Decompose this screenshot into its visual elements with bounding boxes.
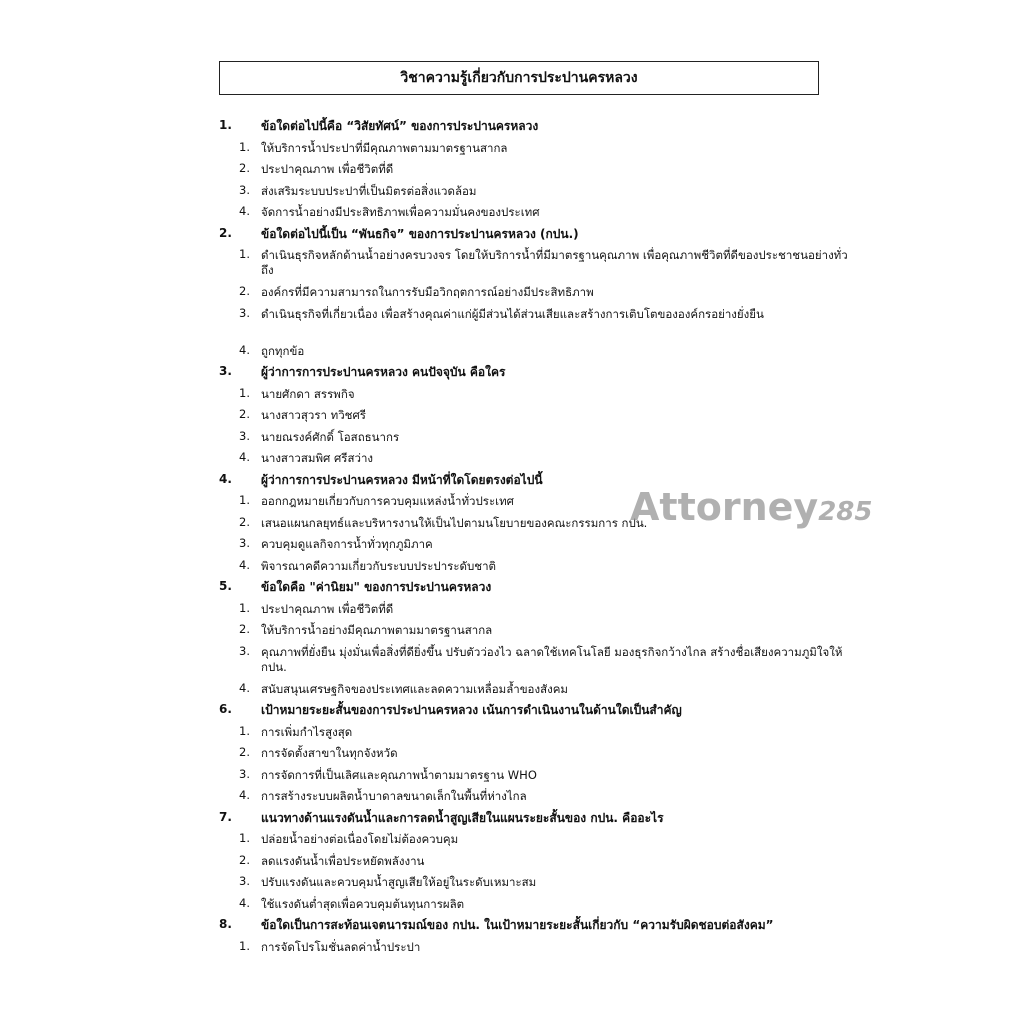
answer-option <box>219 140 859 162</box>
answer-option <box>219 247 859 284</box>
answer-option <box>219 450 859 472</box>
answer-option <box>219 622 859 644</box>
option-number: 1. <box>239 938 250 953</box>
option-text: ลดแรงดันน้ำเพื่อประหยัดพลังงาน <box>261 853 425 868</box>
watermark-main: Attorney <box>630 485 819 529</box>
option-text: ให้บริการน้ำประปาที่มีคุณภาพตามมาตรฐานสากล <box>261 140 508 155</box>
watermark <box>630 485 872 529</box>
answer-option <box>219 183 859 205</box>
question-item <box>219 364 859 472</box>
option-text: ดำเนินธุรกิจหลักด้านน้ำอย่างครบวงจร โดยให้บริการน้ำที่มีมาตรฐานคุณภาพ เพื่อคุณภาพชีวิตที่ดีของประชาชนอย่างทั่วถึง <box>261 248 848 277</box>
option-text: คุณภาพที่ยั่งยืน มุ่งมั่นเพื่อสิ่งที่ดียิ่งขึ้น ปรับตัวว่องไว ฉลาดใช้เทคโนโลยี มองธุรกิจกว้างไกล สร้างชื่อเสียงความภูมิใจให้ กปน. <box>261 644 843 674</box>
answer-option <box>219 306 859 343</box>
question-text: เป้าหมายระยะสั้นของการประปานครหลวง เน้นการดำเนินงานในด้านใดเป็นสำคัญ <box>261 703 682 717</box>
question-text: ข้อใดเป็นการสะท้อนเจตนารมณ์ของ กปน. ในเป้าหมายระยะสั้นเกี่ยวกับ “ความรับผิดชอบต่อสังคม” <box>261 918 774 932</box>
question-text: ข้อใดต่อไปนี้เป็น “พันธกิจ” ของการประปานครหลวง (กปน.) <box>261 226 579 241</box>
answer-option <box>219 284 859 306</box>
option-text: ปรับแรงดันและควบคุมน้ำสูญเสียให้อยู่ในระดับเหมาะสม <box>261 875 537 889</box>
question-item <box>219 702 859 810</box>
option-text: นายณรงค์ศักดิ์ โอสถธนากร <box>261 429 400 444</box>
option-text: ปล่อยน้ำอย่างต่อเนื่องโดยไม่ต้องควบคุม <box>261 832 459 846</box>
option-text: ใช้แรงดันต่ำสุดเพื่อควบคุมต้นทุนการผลิต <box>261 896 465 911</box>
answer-option <box>219 939 859 961</box>
question-item <box>219 226 859 365</box>
option-number: 4. <box>239 204 250 218</box>
question-item <box>219 579 859 702</box>
option-number: 3. <box>239 428 250 443</box>
option-number: 2. <box>239 852 250 867</box>
answer-option <box>219 681 859 703</box>
option-number: 3. <box>239 766 250 781</box>
question-item <box>219 917 859 960</box>
option-text: จัดการน้ำอย่างมีประสิทธิภาพเพื่อความมั่นคงของประเทศ <box>261 205 540 219</box>
option-number: 3. <box>239 874 250 888</box>
question-text: ข้อใดคือ "ค่านิยม" ของการประปานครหลวง <box>261 580 492 594</box>
option-number: 1. <box>239 139 250 154</box>
option-number: 2. <box>239 284 250 298</box>
option-text: ให้บริการน้ำอย่างมีคุณภาพตามมาตรฐานสากล <box>261 623 493 637</box>
option-text: นางสาวสมพิศ ศรีสว่าง <box>261 451 374 465</box>
question-number: 4. <box>219 471 232 486</box>
option-number: 1. <box>239 385 250 400</box>
option-number: 1. <box>239 831 250 845</box>
question-list <box>219 118 859 960</box>
option-number: 1. <box>239 493 250 507</box>
option-number: 1. <box>239 247 250 261</box>
option-text: องค์กรที่มีความสามารถในการรับมือวิกฤตการณ์อย่างมีประสิทธิภาพ <box>261 285 594 299</box>
option-text: เสนอแผนกลยุทธ์และบริหารงานให้เป็นไปตามนโยบายของคณะกรรมการ กปน. <box>261 515 648 530</box>
option-number: 4. <box>239 895 250 910</box>
answer-option <box>219 343 859 365</box>
option-number: 1. <box>239 600 250 615</box>
question-text: แนวทางด้านแรงดันน้ำและการลดน้ำสูญเสียในแผนระยะสั้นของ กปน. คืออะไร <box>261 810 664 825</box>
question-number: 7. <box>219 809 232 824</box>
document-title <box>219 61 819 95</box>
answer-option <box>219 161 859 183</box>
option-number: 3. <box>239 182 250 197</box>
answer-option <box>219 536 859 558</box>
option-number: 3. <box>239 643 250 658</box>
question-row <box>219 118 859 140</box>
option-number: 2. <box>239 514 250 529</box>
answer-option <box>219 831 859 853</box>
question-row <box>219 579 859 601</box>
option-text: การจัดการที่เป็นเลิศและคุณภาพน้ำตามมาตรฐาน WHO <box>261 767 537 782</box>
option-text: ประปาคุณภาพ เพื่อชีวิตที่ดี <box>261 162 394 176</box>
option-text: นายศักดา สรรพกิจ <box>261 386 355 401</box>
option-text: สนับสนุนเศรษฐกิจของประเทศและลดความเหลื่อมล้ำของสังคม <box>261 681 568 696</box>
question-text: ข้อใดต่อไปนี้คือ “วิสัยทัศน์” ของการประปานครหลวง <box>261 119 539 133</box>
watermark-sub: 285 <box>818 497 873 527</box>
option-text: พิจารณาคดีความเกี่ยวกับระบบประปาระดับชาติ <box>261 558 496 573</box>
question-item <box>219 118 859 226</box>
answer-option <box>219 896 859 918</box>
answer-option <box>219 767 859 789</box>
answer-option <box>219 407 859 429</box>
answer-option <box>219 429 859 451</box>
option-text: การเพิ่มกำไรสูงสุด <box>261 724 353 739</box>
answer-option <box>219 788 859 810</box>
question-item <box>219 810 859 918</box>
question-text: ผู้ว่าการการประปานครหลวง มีหน้าที่ใดโดยตรงต่อไปนี้ <box>261 472 543 487</box>
question-text: ผู้ว่าการการประปานครหลวง คนปัจจุบัน คือใคร <box>261 365 506 379</box>
question-row <box>219 226 859 248</box>
question-row <box>219 702 859 724</box>
question-row <box>219 917 859 939</box>
answer-option <box>219 601 859 623</box>
option-number: 4. <box>239 680 250 695</box>
option-number: 2. <box>239 161 250 175</box>
option-number: 1. <box>239 723 250 738</box>
option-text: การจัดตั้งสาขาในทุกจังหวัด <box>261 746 398 760</box>
question-number: 5. <box>219 579 232 593</box>
answer-option <box>219 874 859 896</box>
question-row <box>219 364 859 386</box>
question-number: 2. <box>219 225 232 240</box>
question-number: 8. <box>219 917 232 931</box>
title-text: วิชาความรู้เกี่ยวกับการประปานครหลวง <box>400 70 638 86</box>
question-number: 3. <box>219 364 232 378</box>
answer-option <box>219 853 859 875</box>
option-number: 2. <box>239 407 250 421</box>
answer-option <box>219 745 859 767</box>
option-text: ส่งเสริมระบบประปาที่เป็นมิตรต่อสิ่งแวดล้อม <box>261 183 477 198</box>
option-text: ประปาคุณภาพ เพื่อชีวิตที่ดี <box>261 601 394 616</box>
option-text: ออกกฎหมายเกี่ยวกับการควบคุมแหล่งน้ำทั่วประเทศ <box>261 494 514 508</box>
question-number: 1. <box>219 118 232 132</box>
option-number: 4. <box>239 557 250 572</box>
question-number: 6. <box>219 702 232 716</box>
answer-option <box>219 558 859 580</box>
option-number: 2. <box>239 622 250 636</box>
option-text: ดำเนินธุรกิจที่เกี่ยวเนื่อง เพื่อสร้างคุณค่าแก่ผู้มีส่วนได้ส่วนเสียและสร้างการเติบโตขององค์กรอย่างยั่งยืน <box>261 306 764 321</box>
option-text: การจัดโปรโมชั่นลดค่าน้ำประปา <box>261 939 421 954</box>
option-number: 3. <box>239 536 250 550</box>
option-text: ถูกทุกข้อ <box>261 343 305 358</box>
option-text: นางสาวสุวรา ทวิชศรี <box>261 408 366 422</box>
option-number: 2. <box>239 745 250 759</box>
option-number: 4. <box>239 450 250 464</box>
option-number: 4. <box>239 788 250 802</box>
answer-option <box>219 644 859 681</box>
option-text: การสร้างระบบผลิตน้ำบาดาลขนาดเล็กในพื้นที่ห่างไกล <box>261 789 527 803</box>
answer-option <box>219 204 859 226</box>
option-number: 4. <box>239 342 250 357</box>
option-number: 3. <box>239 305 250 320</box>
option-text: ควบคุมดูแลกิจการน้ำทั่วทุกภูมิภาค <box>261 537 433 551</box>
answer-option <box>219 724 859 746</box>
answer-option <box>219 386 859 408</box>
question-row <box>219 810 859 832</box>
